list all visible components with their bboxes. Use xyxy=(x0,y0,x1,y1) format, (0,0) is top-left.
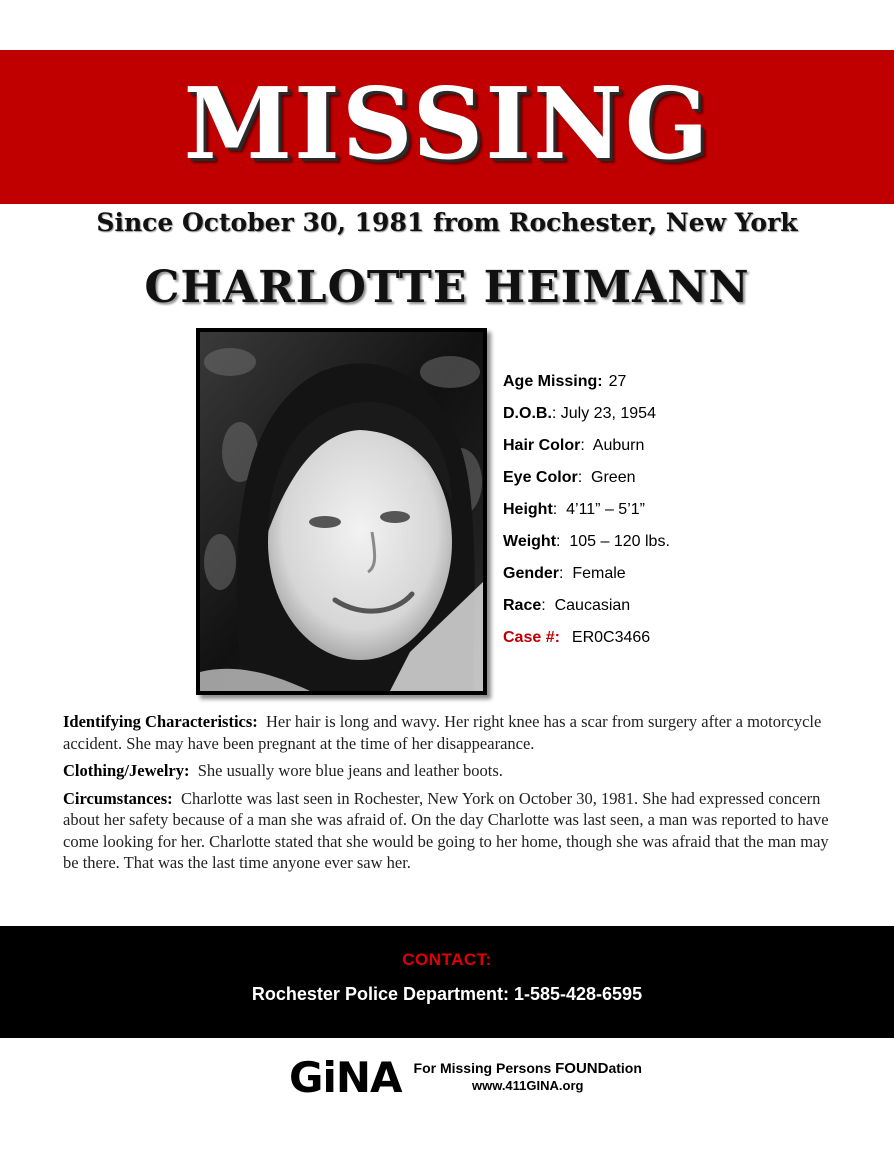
detail-value: ER0C3466 xyxy=(571,629,651,646)
detail-age-missing xyxy=(503,370,863,402)
circumstances-text: Charlotte was last seen in Rochester, New York on October 30, 1981. She had expressed concern about her safety because of a man she was afraid of. On the day Charlotte was last seen, a man was reported to have come looking for her. Charlotte stated that she would be going to her home, though she was afraid that the man may be there. That was the last time anyone ever saw her. xyxy=(63,788,829,872)
identifying-text: Her hair is long and wavy. Her right knee has a scar from surgery after a motorcycle accident. She may have been pregnant at the time of her disappearance. xyxy=(63,712,822,753)
portrait-image xyxy=(200,332,483,691)
detail-height xyxy=(503,498,863,530)
clothing-text: She usually wore blue jeans and leather boots. xyxy=(197,761,503,780)
contact-phone-line: Rochester Police Department: 1-585-428-6595 xyxy=(251,984,643,1004)
footer xyxy=(289,1052,642,1102)
identifying-label: Identifying Characteristics: xyxy=(63,712,258,731)
circumstances-paragraph xyxy=(63,788,843,874)
detail-value: : Female xyxy=(559,565,626,582)
detail-label: Gender xyxy=(503,565,560,582)
detail-value: : Auburn xyxy=(580,437,645,454)
clothing-paragraph xyxy=(63,760,843,782)
detail-label: Race xyxy=(503,597,542,614)
website-link[interactable]: www.411GINA.org xyxy=(471,1078,584,1093)
detail-label: D.O.B. xyxy=(503,405,552,422)
detail-label: Weight xyxy=(503,533,557,550)
contact-section xyxy=(0,926,894,1038)
missing-banner xyxy=(0,50,894,204)
detail-value: : 4’11” – 5’1” xyxy=(552,501,645,518)
detail-label: Eye Color xyxy=(503,469,578,486)
foundation-emph: FOUND xyxy=(555,1060,609,1077)
detail-eye-color xyxy=(503,466,863,498)
detail-label: Age Missing: xyxy=(503,373,603,390)
person-photo xyxy=(196,328,487,695)
identifying-paragraph xyxy=(63,711,843,754)
detail-value: 27 xyxy=(608,373,627,390)
circumstances-label: Circumstances: xyxy=(63,788,173,808)
detail-value: : Green xyxy=(577,469,636,486)
detail-gender xyxy=(503,562,863,594)
detail-label: Case #: xyxy=(503,629,560,646)
banner-title: MISSING xyxy=(183,66,711,182)
detail-label: Height xyxy=(503,501,553,518)
detail-value: : Caucasian xyxy=(541,597,631,614)
contact-title: CONTACT: xyxy=(402,950,492,969)
foundation-name xyxy=(414,1060,642,1077)
gina-logo: GiNA xyxy=(289,1052,402,1102)
detail-dob xyxy=(503,402,863,434)
foundation-block xyxy=(414,1060,642,1094)
detail-hair-color xyxy=(503,434,863,466)
description-section xyxy=(63,711,843,880)
detail-race xyxy=(503,594,863,626)
details-list xyxy=(503,370,863,658)
detail-weight xyxy=(503,530,863,562)
missing-since-line: Since October 30, 1981 from Rochester, New York xyxy=(96,208,798,237)
detail-value: : 105 – 120 lbs. xyxy=(556,533,670,550)
detail-value: : July 23, 1954 xyxy=(551,405,656,422)
detail-case-number xyxy=(503,626,863,658)
foundation-prefix: For Missing Persons xyxy=(413,1060,556,1076)
person-name: CHARLOTTE HEIMANN xyxy=(144,262,750,313)
foundation-suffix: ation xyxy=(608,1060,642,1076)
detail-label: Hair Color xyxy=(503,437,581,454)
clothing-label: Clothing/Jewelry: xyxy=(63,761,190,780)
